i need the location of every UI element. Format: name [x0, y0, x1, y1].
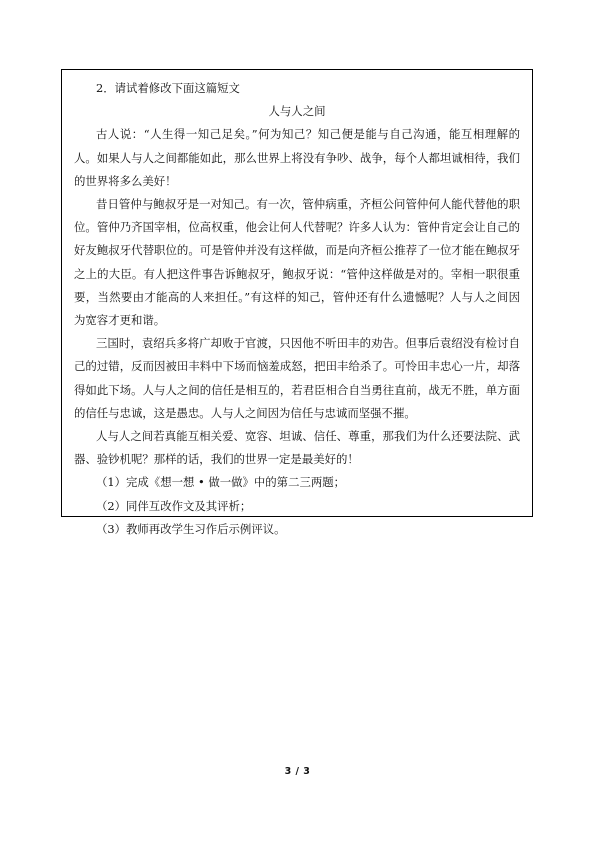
paragraph-line: 昔日管仲与鲍叔牙是一对知己。有一次，管仲病重，齐桓公问管仲何人能代替他的职 — [96, 197, 520, 212]
paragraph-line: 好友鲍叔牙代替职位的。可是管仲并没有这样做，而是向齐桓公推荐了一位才能在鲍叔牙 — [74, 243, 520, 258]
essay-title: 人与人之间 — [268, 104, 326, 119]
task-list — [74, 471, 520, 541]
paragraph-line: 己的过错，反而因被田丰料中下场而恼羞成怒，把田丰给杀了。可怜田丰忠心一片，却落 — [74, 359, 520, 374]
content-box — [61, 69, 533, 536]
task-item: （2）同伴互改作文及其评析； — [96, 498, 252, 513]
task-item: （1）完成《想一想 • 做一做》中的第二三两题； — [96, 475, 346, 490]
page-number: 3 / 3 — [284, 766, 311, 777]
paragraph-1 — [74, 123, 520, 193]
paragraph-line: 人与人之间若真能互相关爱、宽容、坦诚、信任、尊重，那我们为什么还要法院、武 — [96, 429, 520, 444]
paragraph-line: 位。管仲乃齐国宰相，位高权重，他会让何人代替呢？许多人认为：管仲肯定会让自己的 — [74, 220, 520, 235]
paragraph-2 — [74, 193, 520, 332]
paragraph-line: 人。如果人与人之间都能如此，那么世界上将没有争吵、战争，每个人都坦诚相待，我们 — [74, 150, 520, 165]
task-item: （3）教师再改学生习作后示例评议。 — [96, 521, 286, 536]
paragraph-line: 要，当然要由才能高的人来担任。”有这样的知己，管仲还有什么遗憾呢？人与人之间因 — [74, 289, 520, 304]
paragraph-line: 得如此下场。人与人之间的信任是相互的，若君臣相合自当勇往直前，战无不胜，单方面 — [74, 382, 520, 397]
paragraph-line: 为宽容才更和谐。 — [74, 313, 166, 328]
paragraph-line: 的世界将多么美好！ — [74, 173, 177, 188]
section-heading: 2．请试着修改下面这篇短文 — [96, 81, 240, 95]
paragraph-line: 器、验钞机呢？那样的话，我们的世界一定是最美好的！ — [74, 452, 359, 467]
paragraph-line: 古人说：“人生得一知己足矣。”何为知己？知己便是能与自己沟通，能互相理解的 — [96, 127, 520, 142]
paragraph-4 — [74, 425, 520, 471]
paragraph-line: 三国时，袁绍兵多将广却败于官渡，只因他不听田丰的劝告。但事后袁绍没有检讨自 — [96, 336, 520, 351]
paragraph-line: 之上的大臣。有人把这件事告诉鲍叔牙，鲍叔牙说：“管仲这样做是对的。宰相一职很重 — [74, 266, 520, 281]
paragraph-line: 的信任与忠诚，这是愚忠。人与人之间因为信任与忠诚而坚强不摧。 — [74, 405, 416, 420]
paragraph-3 — [74, 332, 520, 425]
